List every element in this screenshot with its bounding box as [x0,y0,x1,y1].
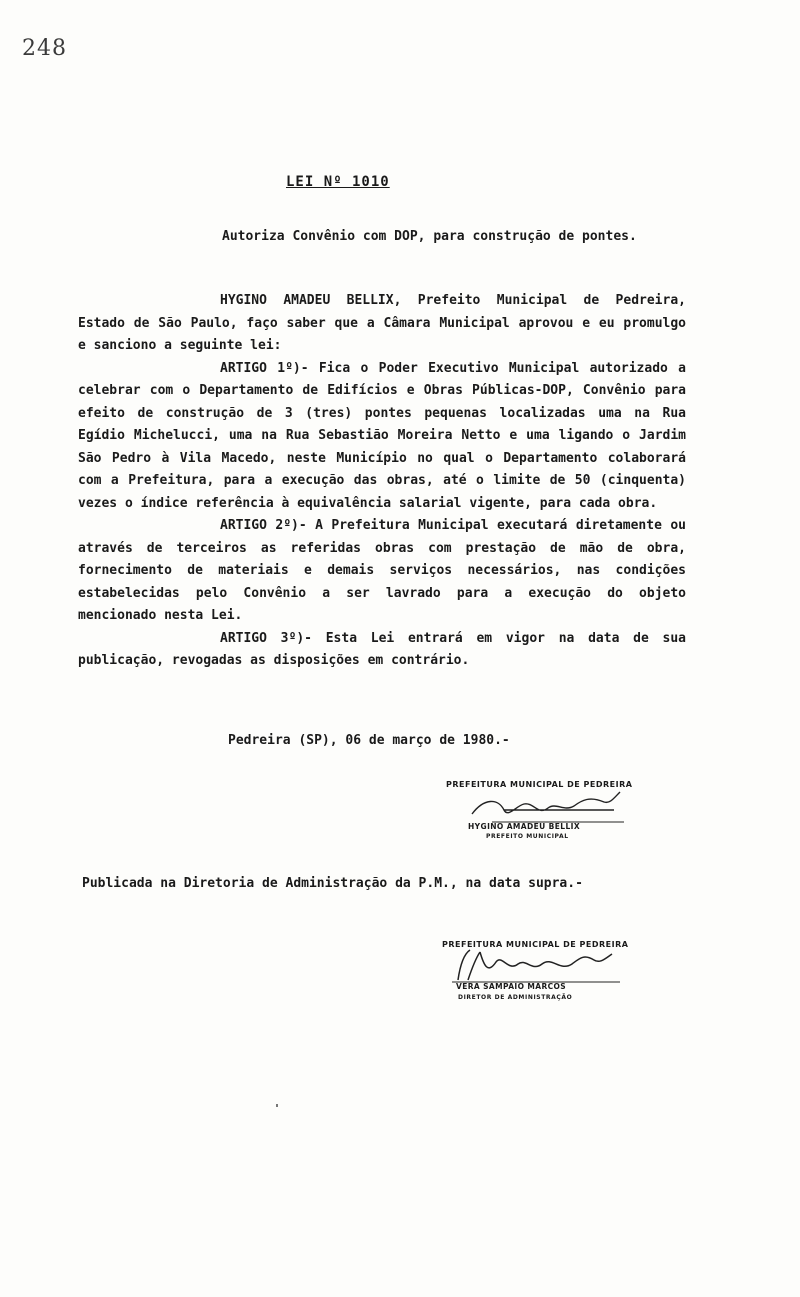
mayor-signature-stamp [446,778,636,848]
stamp-name: VERA SAMPAIO MARCOS [456,982,567,991]
director-signature-stamp [442,934,632,1014]
stamp-header: PREFEITURA MUNICIPAL DE PEDREIRA [442,940,629,949]
mayor-signature-icon [464,788,634,824]
page-number: 248 [22,36,67,61]
director-signature-icon [444,946,624,984]
article-3-paragraph: ARTIGO 3º)- Esta Lei entrará em vigor na data de sua publicação, revogadas as disposições em contrário. [78,630,686,668]
law-summary: Autoriza Convênio com DOP, para construção de pontes. [222,229,637,244]
paper-speck [276,1104,278,1107]
publication-note: Publicada na Diretoria de Administração da P.M., na data supra.- [82,876,583,891]
article-1-paragraph: ARTIGO 1º)- Fica o Poder Executivo Municipal autorizado a celebrar com o Departamento de Edifícios e Obras Públicas-DOP, Convênio para efeito de construção de 3 (tres) pontes pequenas localizadas uma na Rua Egídio Michelucci, uma na Rua Sebastião Moreira Netto e uma ligando o Jardim São Pedro à Vila Macedo, neste Município no qual o Departamento colaborará com a Prefeitura, para a execução das obras, até o limite de 50 (cinquenta) vezes o índice referência à equivalência salarial vigente, para cada obra. [78,360,686,511]
preamble-paragraph: HYGINO AMADEU BELLIX, Prefeito Municipal de Pedreira, Estado de São Paulo, faço saber que a Câmara Municipal aprovou e eu promulgo e sanciono a seguinte lei: [78,293,686,353]
date-line: Pedreira (SP), 06 de março de 1980.- [228,733,510,748]
stamp-name: HYGINO AMADEU BELLIX [468,822,581,831]
stamp-header: PREFEITURA MUNICIPAL DE PEDREIRA [446,780,633,789]
stamp-role: PREFEITO MUNICIPAL [486,833,569,840]
law-body [78,290,686,673]
law-title: LEI Nº 1010 [286,174,390,190]
article-2-paragraph: ARTIGO 2º)- A Prefeitura Municipal executará diretamente ou através de terceiros as referidas obras com prestação de mão de obra, fornecimento de materiais e demais serviços necessários, nas condições estabelecidas pelo Convênio a ser lavrado para a execução do objeto mencionado nesta Lei. [78,518,686,623]
stamp-role: DIRETOR DE ADMINISTRAÇÃO [458,994,573,1001]
